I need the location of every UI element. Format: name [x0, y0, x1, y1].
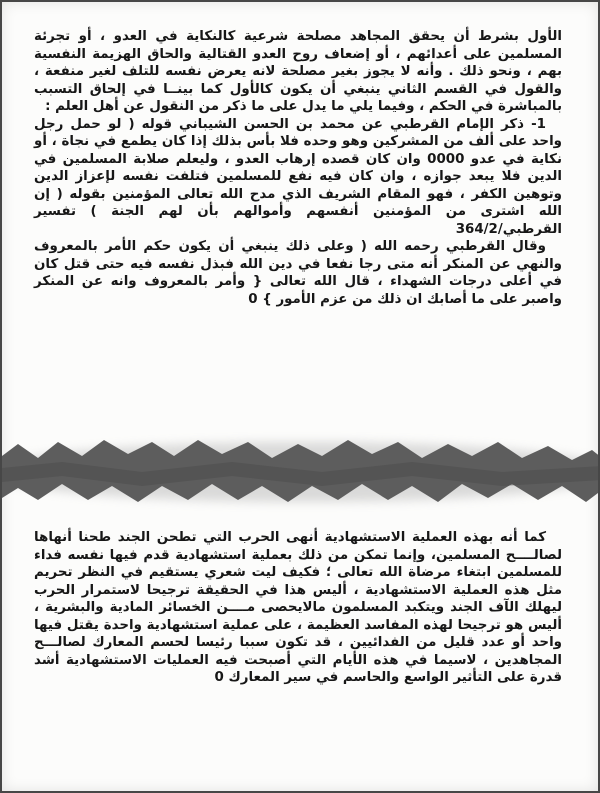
tear-band: [2, 440, 600, 502]
text-block-bottom: [34, 529, 562, 687]
torn-paper-separator: [2, 418, 600, 526]
paragraph-qurtubi-quote-1: 1- ذكر الإمام القرطبي عن محمد بن الحسن الشيباني قوله ( لو حمل رجل واحد على ألف من المشركين وهو وحده فلا بأس بذلك إذا كان يطمع في نجاة ، أو نكاية في عدو 0000 وان كان قصده إرهاب العدو ، وليعلم صلابة المسلمين في الدين فلا يبعد جوازه ، وان كان فيه نفع للمسلمين فتلفت نفسه لإعزاز الدين وتوهين الكفر ، فهو المقام الشريف الذي مدح الله تعالى المؤمنين بقوله ( إن الله اشترى من المؤمنين أنفسهم وأموالهم بأن لهم الجنة ) تفسير القرطبي/364/2: [34, 116, 562, 237]
text-block-top: [34, 28, 562, 308]
paragraph-qurtubi-quote-2: وقال القرطبي رحمه الله ( وعلى ذلك ينبغي أن يكون حكم الأمر بالمعروف والنهي عن المنكر أنه متى رجا نفعا في دين الله فبذل نفسه فيه حتى قتل كان في أعلى درجات الشهداء ، قال الله تعالى { وأمر بالمعروف وانه عن المنكر واصبر على ما أصابك ان ذلك من عزم الأمور } 0: [34, 239, 562, 307]
tear-halo: [2, 442, 600, 502]
tear-band-dark-streak: [2, 462, 600, 486]
paragraph-intro: الأول بشرط أن يحقق المجاهد مصلحة شرعية كالنكاية في العدو ، أو تجرئة المسلمين على أعدائهم ، أو إضعاف روح العدو القتالية والحاق الهزيمة النفسية بهم ، ونحو ذلك . وأنه لا يجوز بغير مصلحة لانه يعرض نفسه للتلف لغير منفعة ، والقول في القسم الثاني ينبغي أن يكون كالأول كما بينــا في إلحاق التسبب بالمباشرة في الحكم ، وفيما يلي ما يدل على ما ذكر من النقول عن أهل العلم :: [34, 29, 562, 114]
paragraph-martyrdom-operations: كما أنه بهذه العملية الاستشهادية أنهى الحرب التي تطحن الجند طحنا أنهاها لصالــــح المسلمين، وإنما تمكن من ذلك بعملية استشهادية قدم فيها نفسه فداء للمسلمين ابتغاء مرضاة الله تعالى ؛ فكيف ليت شعري يستقيم في النظر تحريم مثل هذه العملية الاستشهادية ، أليس هذا في الحقيقة ترجيحا لاستمرار الحرب ليهلك الآف الجند ويتكبد المسلمون مالايحصى مــــن الخسائر المادية والبشرية ، أليس هو ترجيحا لهذه المفاسد العظيمة ، على عملية استشهادية واحدة يقتل فيها واحد أو عدد قليل من الفدائيين ، قد تكون سببا رئيسا لحسم المعارك لصالـــح المجاهدين ، لاسيما في هذه الأيام التي أصبحت فيه العمليات الاستشهادية أشد قدرة على التأثير الواسع والحاسم في سير المعارك 0: [34, 530, 562, 685]
